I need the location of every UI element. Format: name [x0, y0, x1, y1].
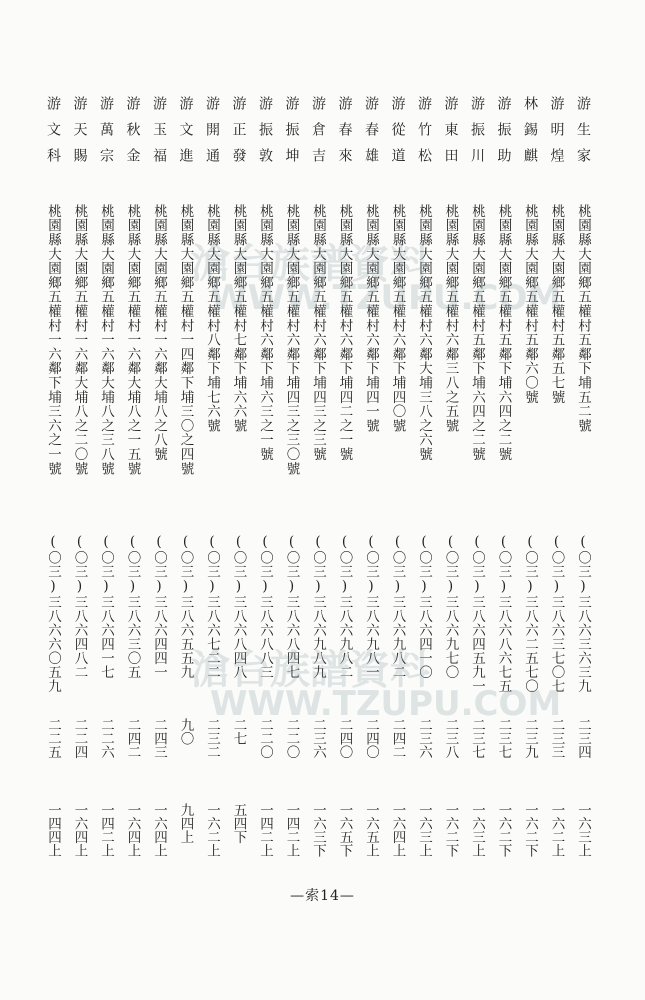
entry-extension: 二四二: [124, 718, 141, 759]
directory-entry: [228, 96, 250, 856]
watermark-url: WWW.TZUPU.COM: [210, 278, 562, 318]
entry-extension: 二三三: [548, 718, 565, 759]
entry-extension: 二三八: [442, 718, 459, 759]
entry-phone: (〇三)三八六三七〇七: [548, 534, 565, 693]
directory-entry: [387, 96, 409, 856]
entry-phone: (〇三)三八六八四八: [230, 534, 247, 679]
entry-page-code: 一六四上: [389, 803, 406, 857]
entry-page-code: 一四二上: [257, 803, 273, 857]
directory-entry: [493, 96, 515, 856]
entry-phone: (〇三)三八六四八二: [71, 534, 88, 679]
entry-phone: (〇三)三八六四五九一: [469, 534, 485, 693]
directory-entry: [95, 96, 117, 856]
entry-name: 游春雄: [363, 96, 379, 174]
entry-phone: (〇三)三八六四四一: [151, 534, 167, 679]
entry-page-code: 一六三下: [310, 803, 326, 857]
entry-phone: (〇三)三八六六〇五九: [45, 534, 61, 693]
entry-extension: 九〇: [177, 718, 194, 745]
directory-entry: [254, 96, 276, 856]
entry-extension: 二四〇: [336, 718, 353, 759]
entry-address: 桃園縣大園鄉五權村五鄰六〇號: [522, 204, 538, 405]
entry-address: 桃園縣大園鄉五權村一四鄰下埔三〇之四號: [177, 204, 194, 476]
entry-phone: (〇三)三八六五五九: [177, 534, 194, 679]
entry-address: 桃園縣大園鄉五權村六鄰下埔四二之一號: [336, 204, 353, 462]
entry-address: 桃園縣大園鄉五權村一六鄰下埔三六之一號: [45, 204, 61, 476]
entry-name: 游春來: [336, 96, 353, 174]
page-number: —索14—: [290, 888, 355, 904]
entry-extension: 二七: [230, 718, 247, 745]
entry-phone: (〇三)三八六四一〇: [416, 534, 432, 679]
entry-phone: (〇三)三八六三六三九: [575, 534, 591, 693]
entry-page-code: 一六五上: [363, 803, 379, 857]
entry-address: 桃園縣大園鄉五權村五鄰下埔六四之二號: [495, 204, 512, 462]
entry-address: 桃園縣大園鄉五權村七鄰下埔六六號: [230, 204, 247, 433]
entry-phone: (〇三)三八六八四七: [283, 534, 300, 679]
entry-phone: (〇三)三八六三〇五: [124, 534, 141, 679]
entry-address: 桃園縣大園鄉五權村六鄰大埔三八之六號: [416, 204, 432, 462]
entry-extension: 二四三: [151, 718, 167, 759]
entry-name: 游玉福: [151, 96, 167, 174]
entry-extension: 二四〇: [363, 718, 379, 759]
entry-page-code: 一六二下: [522, 803, 538, 857]
entry-address: 桃園縣大園鄉五權村五鄰下埔六四之二號: [469, 204, 485, 462]
entry-phone: (〇三)三八六二五七〇: [522, 534, 538, 693]
entry-page-code: 一四二上: [283, 803, 300, 857]
entry-page-code: 一六二下: [442, 803, 459, 857]
entry-address: 桃園縣大園鄉五權村一六鄰大埔八之三八號: [98, 204, 114, 476]
entry-name: 游秋金: [124, 96, 141, 174]
entry-name: 游生家: [575, 96, 591, 174]
entry-name: 游明煌: [548, 96, 565, 174]
entry-page-code: 一四二上: [98, 803, 114, 857]
entry-extension: 二三四: [575, 718, 591, 759]
directory-entry: [572, 96, 594, 856]
entry-name: 游文進: [177, 96, 194, 174]
entry-page-code: 一六二上: [548, 803, 565, 857]
entry-address: 桃園縣大園鄉五權村六鄰下埔六三之一號: [257, 204, 273, 462]
entry-extension: 二三七: [495, 718, 512, 759]
directory-entry: [546, 96, 568, 856]
entry-phone: (〇三)三八六九八二: [389, 534, 406, 679]
entry-phone: (〇三)三八六四一七: [98, 534, 114, 679]
entry-name: 游振助: [495, 96, 512, 174]
entry-address: 桃園縣大園鄉五權村八鄰下埔七六號: [204, 204, 220, 433]
entry-phone: (〇三)三八六八六七五: [495, 534, 512, 693]
directory-entry: [69, 96, 91, 856]
entry-page-code: 五四下: [230, 803, 247, 844]
entry-page-code: 一六二下: [495, 803, 512, 857]
watermark-text: 滄台族譜資料: [190, 647, 430, 693]
entry-address: 桃園縣大園鄉五權村六鄰三八之五號: [442, 204, 459, 433]
directory-entry: [122, 96, 144, 856]
directory-entry: [440, 96, 462, 856]
entry-page-code: 一六三上: [575, 803, 591, 857]
entry-extension: 二二四: [71, 718, 88, 759]
entry-extension: 二二五: [45, 718, 61, 759]
entry-name: 游萬宗: [98, 96, 114, 174]
entry-name: 游天賜: [71, 96, 88, 174]
entry-page-code: 一六三上: [416, 803, 432, 857]
entry-address: 桃園縣大園鄉五權村六鄰下埔四一號: [363, 204, 379, 433]
entry-name: 游振坤: [283, 96, 300, 174]
directory-entry: [148, 96, 170, 856]
entry-page-code: 一六四上: [151, 803, 167, 857]
entry-name: 游竹松: [416, 96, 432, 174]
directory-entry: [413, 96, 435, 856]
directory-entry: [360, 96, 382, 856]
entry-page-code: 一六二上: [204, 803, 220, 857]
entry-extension: 二二〇: [257, 718, 273, 759]
entry-phone: (〇三)三八六七二二: [204, 534, 220, 679]
entry-extension: 二三六: [310, 718, 326, 759]
entry-extension: 二二〇: [283, 718, 300, 759]
entry-address: 桃園縣大園鄉五權村五鄰下埔五二號: [575, 204, 591, 433]
entry-name: 游正發: [230, 96, 247, 174]
entry-phone: (〇三)三八六九七〇: [442, 534, 459, 679]
entry-extension: 二三六: [416, 718, 432, 759]
entry-address: 桃園縣大園鄉五權村六鄰下埔四三之三號: [310, 204, 326, 462]
entry-name: 游從道: [389, 96, 406, 174]
entry-page-code: 一六四上: [71, 803, 88, 857]
entry-phone: (〇三)三八六九八九: [310, 534, 326, 679]
entry-address: 桃園縣大園鄉五權村一六鄰大埔八之八號: [151, 204, 167, 462]
directory-entry: [175, 96, 197, 856]
entry-name: 游文科: [45, 96, 61, 174]
entry-extension: 二三七: [469, 718, 485, 759]
entry-list: [42, 96, 594, 856]
directory-entry: [42, 96, 64, 856]
directory-entry: [201, 96, 223, 856]
directory-entry: [307, 96, 329, 856]
directory-entry: [334, 96, 356, 856]
entry-phone: (〇三)三八六九八一: [363, 534, 379, 679]
entry-address: 桃園縣大園鄉五權村六鄰下埔四〇號: [389, 204, 406, 433]
entry-phone: (〇三)三八六九八二: [336, 534, 353, 679]
entry-address: 桃園縣大園鄉五權村六鄰下埔四三之三〇號: [283, 204, 300, 476]
entry-extension: 二二六: [98, 718, 114, 759]
entry-extension: 二三九: [522, 718, 538, 759]
watermark-url: WWW.TZUPU.COM: [210, 684, 562, 724]
entry-name: 游開通: [204, 96, 220, 174]
entry-page-code: 一六三上: [469, 803, 485, 857]
entry-address: 桃園縣大園鄉五權村五鄰五七號: [548, 204, 565, 405]
entry-address: 桃園縣大園鄉五權村一六鄰大埔八之二〇號: [71, 204, 88, 476]
entry-phone: (〇三)三八六八八三: [257, 534, 273, 679]
entry-name: 游東田: [442, 96, 459, 174]
entry-name: 游振敦: [257, 96, 273, 174]
entry-name: 林錫麒: [522, 96, 538, 174]
entry-page-code: 一四四上: [45, 803, 61, 857]
entry-name: 游倉吉: [310, 96, 326, 174]
directory-entry: [519, 96, 541, 856]
entry-page-code: 九四上: [177, 803, 194, 844]
entry-extension: 二四二: [389, 718, 406, 759]
directory-entry: [281, 96, 303, 856]
entry-page-code: 一六五下: [336, 803, 353, 857]
directory-entry: [466, 96, 488, 856]
watermark-text: 滄台族譜資料: [190, 241, 430, 287]
entry-name: 游振川: [469, 96, 485, 174]
entry-address: 桃園縣大園鄉五權村一六鄰大埔八之一五號: [124, 204, 141, 476]
entry-page-code: 一六四上: [124, 803, 141, 857]
entry-extension: 二三二: [204, 718, 220, 759]
